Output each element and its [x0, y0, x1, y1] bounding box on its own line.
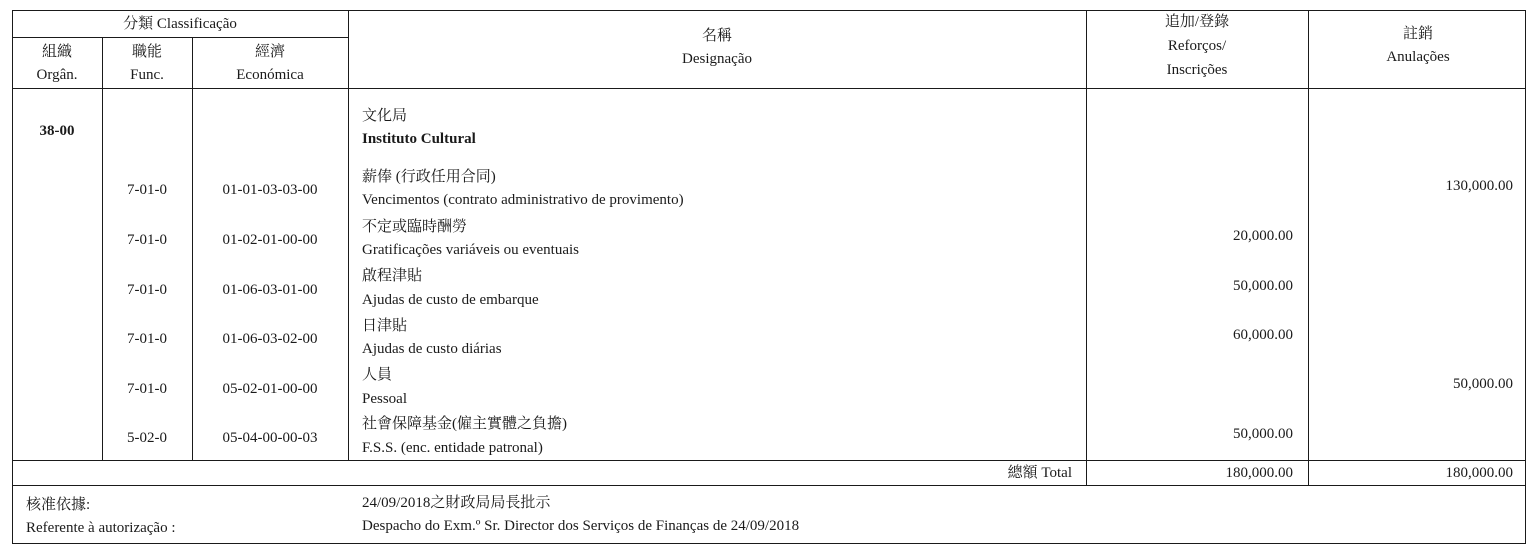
table-row-reforco: 60,000.00	[1233, 327, 1293, 343]
table-row-econ: 01-01-03-03-00	[222, 182, 318, 198]
budget-table-frame	[12, 10, 1526, 544]
table-row-designation-pt: Vencimentos (contrato administrativo de provimento)	[362, 192, 684, 208]
table-row-designation-zh: 人員	[362, 367, 393, 383]
table-row-econ: 05-04-00-00-03	[222, 430, 318, 446]
total-anulacao: 180,000.00	[1445, 465, 1513, 481]
func-header-zh: 職能	[131, 44, 163, 60]
table-row-econ: 05-02-01-00-00	[222, 381, 318, 397]
header-bottom-rule	[12, 88, 1526, 89]
table-row-func: 7-01-0	[127, 282, 167, 298]
classification-header: 分類 Classificação	[123, 16, 237, 32]
col-divider-reforcos	[1308, 10, 1309, 485]
entity-name-pt: Instituto Cultural	[362, 131, 476, 147]
table-row-func: 7-01-0	[127, 232, 167, 248]
total-reforco: 180,000.00	[1225, 465, 1293, 481]
table-row-econ: 01-06-03-02-00	[222, 331, 318, 347]
table-row-designation-zh: 啟程津貼	[362, 268, 423, 284]
header-subdivider	[12, 37, 348, 38]
table-row-func: 7-01-0	[127, 182, 167, 198]
table-row-reforco: 50,000.00	[1233, 278, 1293, 294]
table-row-designation-zh: 不定或臨時酬勞	[362, 219, 468, 235]
designation-header-pt: Designação	[682, 51, 752, 67]
anulacoes-header-pt: Anulações	[1386, 49, 1450, 65]
authorization-label-pt: Referente à autorização :	[26, 520, 176, 536]
col-divider-designation	[1086, 10, 1087, 485]
reforcos-header-zh: 追加/登錄	[1164, 14, 1230, 30]
table-row-func: 7-01-0	[127, 331, 167, 347]
table-row-designation-pt: Ajudas de custo de embarque	[362, 292, 539, 308]
authorization-value-pt: Despacho do Exm.º Sr. Director dos Serviços de Finanças de 24/09/2018	[362, 518, 800, 534]
table-row-designation-zh: 日津貼	[362, 318, 408, 334]
designation-header-zh: 名稱	[701, 28, 733, 44]
table-row-econ: 01-06-03-01-00	[222, 282, 318, 298]
table-row-anulacao: 50,000.00	[1453, 376, 1513, 392]
table-row-designation-pt: Ajudas de custo diárias	[362, 341, 502, 357]
reforcos-header-pt2: Inscrições	[1166, 62, 1228, 78]
entity-name-zh: 文化局	[362, 108, 408, 124]
table-row-func: 5-02-0	[127, 430, 167, 446]
table-row-econ: 01-02-01-00-00	[222, 232, 318, 248]
total-label: 總額 Total	[1007, 465, 1072, 481]
econ-header-zh: 經濟	[254, 44, 286, 60]
table-row-designation-pt: Pessoal	[362, 391, 407, 407]
econ-header-pt: Económica	[236, 67, 304, 83]
total-top-rule	[12, 460, 1526, 461]
reforcos-header-pt1: Reforços/	[1167, 38, 1227, 54]
col-divider-func	[192, 37, 193, 460]
table-row-func: 7-01-0	[127, 381, 167, 397]
table-row-designation-pt: Gratificações variáveis ou eventuais	[362, 242, 579, 258]
table-row-anulacao: 130,000.00	[1445, 178, 1513, 194]
col-divider-econ	[348, 10, 349, 460]
organ-header-pt: Orgân.	[36, 67, 78, 83]
authorization-value-zh: 24/09/2018之財政局局長批示	[362, 495, 551, 511]
table-row-designation-zh: 薪俸 (行政任用合同)	[362, 169, 496, 185]
col-divider-organ	[102, 37, 103, 460]
footer-top-rule	[12, 485, 1526, 486]
table-row-reforco: 50,000.00	[1233, 426, 1293, 442]
func-header-pt: Func.	[130, 67, 164, 83]
table-row-designation-pt: F.S.S. (enc. entidade patronal)	[362, 440, 543, 456]
table-row-designation-zh: 社會保障基金(僱主實體之負擔)	[362, 416, 567, 432]
organ-header-zh: 組織	[41, 44, 73, 60]
organ-code: 38-00	[39, 123, 75, 139]
table-row-reforco: 20,000.00	[1233, 228, 1293, 244]
anulacoes-header-zh: 註銷	[1402, 26, 1434, 42]
authorization-label-zh: 核准依據:	[26, 497, 91, 513]
